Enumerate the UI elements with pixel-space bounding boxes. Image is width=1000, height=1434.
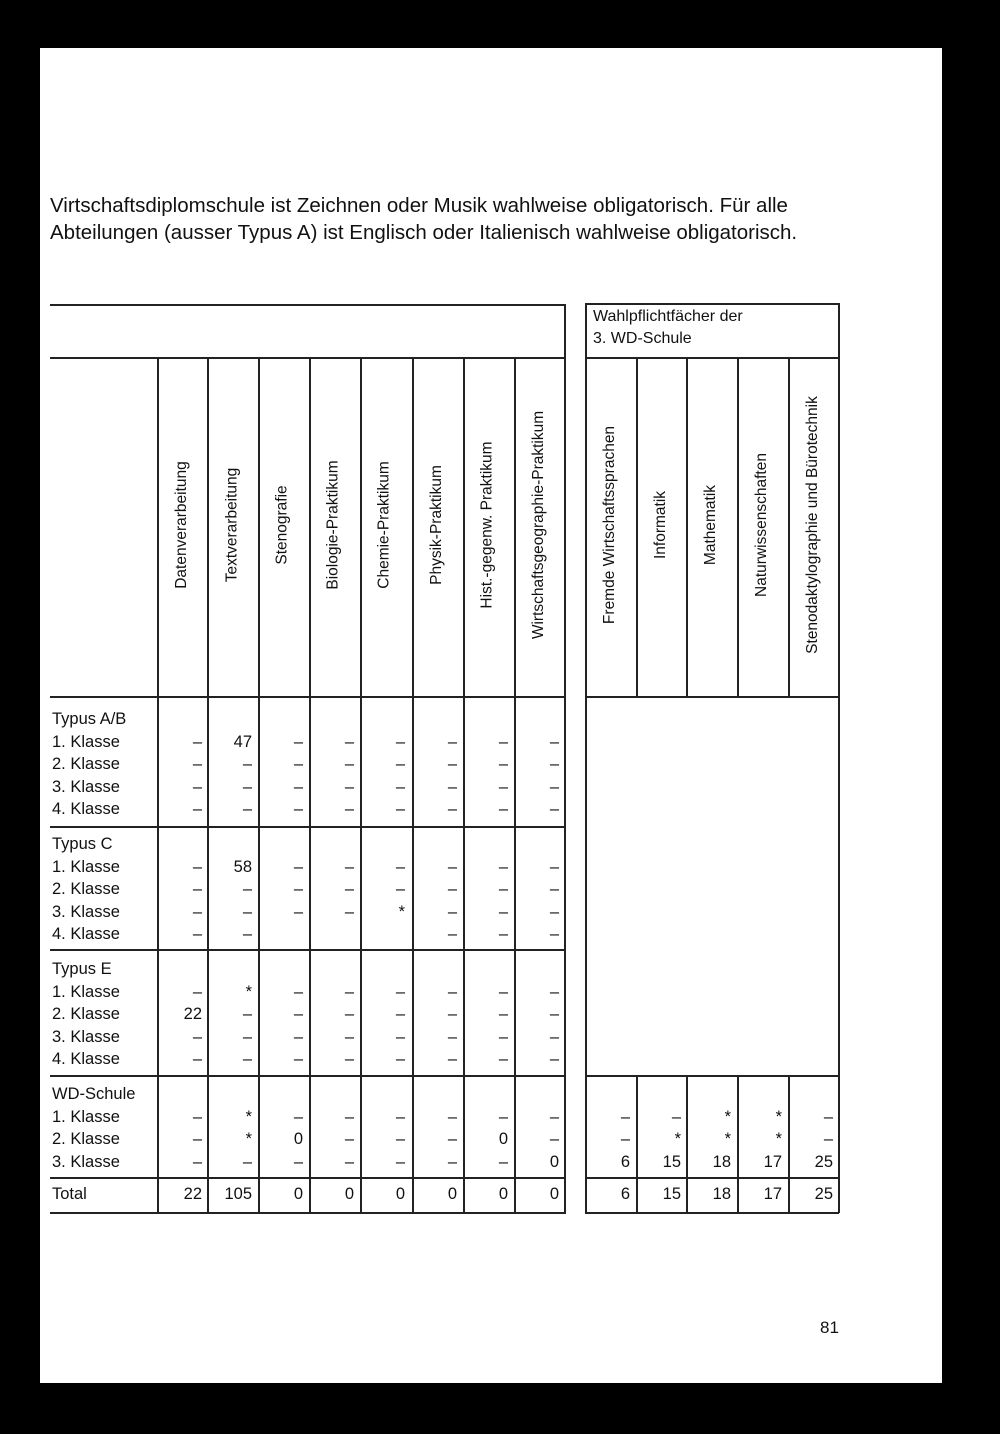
table-cell: 22: [183, 1005, 202, 1023]
table-cell: –: [395, 800, 405, 818]
table-cell: –: [395, 857, 405, 876]
table-cell: –: [549, 1027, 559, 1046]
row-label: 3. Klasse: [52, 902, 120, 921]
table-cell: –: [192, 857, 202, 876]
wf-column-header: [641, 358, 681, 696]
table-cell: –: [447, 925, 457, 943]
table-cell: –: [192, 925, 202, 943]
header-bottom-rule: [50, 696, 566, 698]
wf-table-cell: –: [823, 1107, 833, 1126]
column-header: [365, 358, 405, 696]
total-cell: 0: [549, 1185, 559, 1203]
table-cell: –: [242, 755, 252, 773]
wahlpflicht-title-line-1: Wahlpflichtfächer der: [593, 308, 743, 325]
table-cell: –: [344, 1152, 354, 1171]
intro-line-2: Abteilungen (ausser Typus A) ist Englisch oder Italienisch wahlweise obligatorisch.: [50, 221, 798, 244]
wf-total-cell: 17: [763, 1185, 782, 1203]
table-cell: –: [192, 800, 202, 818]
table-cell: –: [344, 880, 354, 898]
table-cell: –: [192, 777, 202, 796]
table-cell: –: [498, 777, 508, 796]
table-cell: –: [447, 1107, 457, 1126]
table-cell: –: [498, 982, 508, 1001]
group-rule: [50, 949, 566, 951]
document-page: [40, 48, 942, 1383]
row-label: 4. Klasse: [52, 925, 120, 943]
column-header: [162, 358, 202, 696]
table-cell: –: [395, 1005, 405, 1023]
wf-header-bottom-rule: [585, 696, 839, 698]
wf-column-rule: [686, 1075, 688, 1212]
table-cell: *: [398, 902, 405, 921]
table-cell: –: [447, 1152, 457, 1171]
table-cell: –: [498, 1050, 508, 1068]
wf-column-rule: [636, 357, 638, 696]
table-cell: –: [549, 755, 559, 773]
row-label: 1. Klasse: [52, 732, 120, 751]
table-cell: –: [395, 732, 405, 751]
row-label: 1. Klasse: [52, 1107, 120, 1126]
table-top-rule: [50, 304, 566, 306]
table-cell: –: [447, 857, 457, 876]
table-cell: –: [447, 755, 457, 773]
table-cell: –: [192, 902, 202, 921]
wahlpflicht-title-line-2: 3. WD-Schule: [593, 330, 692, 347]
table-cell: –: [549, 925, 559, 943]
table-cell: –: [498, 857, 508, 876]
wf-column-rule: [737, 1075, 739, 1212]
table-cell: –: [344, 777, 354, 796]
wf-column-rule: [788, 357, 790, 696]
column-header-label: Hist.-gegenw. Praktikum: [479, 441, 496, 609]
wf-table-cell: –: [823, 1130, 833, 1148]
table-cell: –: [549, 902, 559, 921]
table-cell: –: [395, 1027, 405, 1046]
wf-table-cell: 17: [763, 1152, 782, 1171]
table-cell: –: [395, 880, 405, 898]
table-cell: –: [344, 1107, 354, 1126]
column-rule: [258, 357, 260, 1213]
wf-table-cell: –: [620, 1130, 630, 1148]
table-cell: –: [192, 880, 202, 898]
row-label: 3. Klasse: [52, 777, 120, 796]
table-cell: –: [498, 1152, 508, 1171]
column-header: [519, 358, 559, 696]
table-cell: –: [447, 982, 457, 1001]
wf-total-cell: 6: [620, 1185, 630, 1203]
table-cell: –: [192, 1107, 202, 1126]
group-rule: [50, 1212, 566, 1214]
column-header-label: Physik-Praktikum: [428, 465, 445, 585]
table-cell: –: [498, 880, 508, 898]
table-cell: –: [293, 857, 303, 876]
wf-column-header: [742, 358, 782, 696]
table-cell: –: [549, 880, 559, 898]
wf-table-cell: *: [724, 1107, 731, 1126]
column-rule: [360, 357, 362, 1213]
wf-table-cell: 6: [620, 1152, 630, 1171]
table-cell: –: [293, 902, 303, 921]
table-cell: –: [242, 1005, 252, 1023]
table-cell: –: [395, 982, 405, 1001]
column-rule: [412, 357, 414, 1213]
table-cell: –: [498, 902, 508, 921]
table-cell: –: [242, 1050, 252, 1068]
wf-column-header-label: Informatik: [652, 490, 669, 560]
table-cell: –: [344, 755, 354, 773]
table-cell: –: [395, 1152, 405, 1171]
table-cell: –: [293, 1005, 303, 1023]
table-cell: –: [293, 1027, 303, 1046]
wf-total-cell: 25: [814, 1185, 833, 1203]
row-label: 1. Klasse: [52, 982, 120, 1001]
table-cell: –: [498, 732, 508, 751]
table-cell: 0: [549, 1152, 559, 1171]
table-cell: –: [344, 982, 354, 1001]
column-rule: [309, 357, 311, 1213]
wf-column-rule: [686, 357, 688, 696]
table-cell: –: [498, 800, 508, 818]
total-cell: 0: [293, 1185, 303, 1203]
total-cell: 0: [344, 1185, 354, 1203]
table-cell: –: [192, 732, 202, 751]
table-cell: –: [192, 1027, 202, 1046]
table-cell: –: [293, 1152, 303, 1171]
table-cell: –: [242, 902, 252, 921]
column-header-label: Chemie-Praktikum: [376, 461, 394, 589]
row-label: 2. Klasse: [52, 1130, 120, 1148]
column-header: [314, 358, 354, 696]
table-cell: –: [192, 1050, 202, 1068]
table-cell: –: [447, 800, 457, 818]
column-rule: [207, 357, 209, 1213]
row-label: 3. Klasse: [52, 1152, 120, 1171]
table-cell: –: [293, 880, 303, 898]
column-header: [263, 358, 303, 696]
wf-column-header-label: Naturwissenschaften: [753, 453, 770, 597]
wf-column-header: [590, 358, 630, 696]
table-cell: –: [447, 1050, 457, 1068]
group-title: WD-Schule: [52, 1085, 136, 1103]
intro-text: [50, 192, 900, 246]
table-cell: –: [549, 1107, 559, 1126]
table-cell: –: [344, 732, 354, 751]
column-header-label: Textverarbeitung: [223, 467, 240, 583]
intro-line-1: Virtschaftsdiplomschule ist Zeichnen oder Musik wahlweise obligatorisch. Für alle: [50, 194, 788, 217]
table-cell: *: [245, 1107, 252, 1126]
table-cell: –: [192, 755, 202, 773]
wf-table-cell: 18: [712, 1152, 731, 1171]
table-cell: 58: [233, 857, 252, 876]
table-cell: –: [549, 777, 559, 796]
wf-group-rule: [585, 1212, 839, 1214]
group-title: Typus A/B: [52, 710, 127, 728]
table-cell: –: [395, 777, 405, 796]
table-cell: –: [293, 1050, 303, 1068]
table-cell: –: [242, 880, 252, 898]
table-cell: –: [395, 1130, 405, 1148]
wahlpflicht-title: [593, 306, 833, 350]
table-cell: –: [549, 800, 559, 818]
table-cell: –: [447, 1005, 457, 1023]
group-rule: [50, 1177, 566, 1179]
table-cell: –: [242, 1027, 252, 1046]
column-rule: [463, 357, 465, 1213]
wf-table-cell: 25: [814, 1152, 833, 1171]
column-rule: [157, 357, 159, 1213]
total-cell: 0: [498, 1185, 508, 1203]
wf-table-cell: *: [775, 1130, 782, 1148]
row-label: 2. Klasse: [52, 1005, 120, 1023]
table-cell: –: [192, 1152, 202, 1171]
row-label: 4. Klasse: [52, 800, 120, 818]
table-cell: 0: [293, 1130, 303, 1148]
column-header: [417, 358, 457, 696]
table-cell: –: [447, 902, 457, 921]
table-cell: *: [245, 1130, 252, 1148]
wf-total-cell: 15: [662, 1185, 681, 1203]
table-cell: –: [293, 755, 303, 773]
group-title: Typus C: [52, 835, 113, 853]
table-cell: –: [293, 732, 303, 751]
wf-column-header-label: Fremde Wirtschaftssprachen: [601, 425, 618, 625]
table-cell: –: [344, 1130, 354, 1148]
table-cell: –: [447, 1130, 457, 1148]
table-cell: –: [447, 777, 457, 796]
table-cell: –: [344, 857, 354, 876]
table-cell: –: [344, 800, 354, 818]
table-cell: –: [549, 732, 559, 751]
total-cell: 22: [183, 1185, 202, 1203]
total-cell: 105: [224, 1185, 252, 1203]
table-cell: *: [245, 982, 252, 1001]
table-cell: –: [498, 1107, 508, 1126]
total-cell: 0: [447, 1185, 457, 1203]
wf-column-rule: [788, 1075, 790, 1212]
total-label: Total: [52, 1185, 87, 1203]
table-cell: –: [498, 755, 508, 773]
table-cell: –: [242, 925, 252, 943]
table-cell: –: [549, 1050, 559, 1068]
column-header-label: Wirtschaftsgeographie-Praktikum: [530, 410, 547, 640]
table-cell: –: [242, 800, 252, 818]
wf-column-rule: [737, 357, 739, 696]
table-cell: –: [344, 1050, 354, 1068]
table-cell: –: [344, 1005, 354, 1023]
page-number: 81: [820, 1318, 839, 1337]
table-cell: –: [447, 1027, 457, 1046]
wf-table-cell: –: [671, 1107, 681, 1126]
column-header-label: Biologie-Praktikum: [325, 460, 342, 590]
column-header: [212, 358, 252, 696]
table-cell: –: [549, 857, 559, 876]
group-rule: [50, 826, 566, 828]
wf-total-cell: 18: [712, 1185, 731, 1203]
wf-column-rule: [636, 1075, 638, 1212]
wf-left-rule: [585, 303, 587, 1213]
row-label: 2. Klasse: [52, 880, 120, 898]
table-cell: –: [447, 880, 457, 898]
table-cell: –: [498, 1005, 508, 1023]
row-label: 1. Klasse: [52, 857, 120, 876]
row-label: 3. Klasse: [52, 1027, 120, 1046]
wf-column-header: [793, 358, 833, 696]
wf-group-rule: [585, 1075, 839, 1077]
column-header-label: Datenverarbeitung: [173, 461, 190, 589]
wf-table-cell: 15: [662, 1152, 681, 1171]
wf-group-rule: [585, 1177, 839, 1179]
row-label: 2. Klasse: [52, 755, 120, 773]
wf-column-header-label: Stenodaktylographie und Bürotechnik: [804, 396, 821, 654]
wf-right-rule: [838, 303, 840, 1213]
table-cell: –: [498, 1027, 508, 1046]
table-cell: –: [447, 732, 457, 751]
table-cell: –: [344, 1027, 354, 1046]
wf-table-cell: *: [724, 1130, 731, 1148]
column-header: [468, 358, 508, 696]
table-cell: –: [192, 982, 202, 1001]
table-right-rule: [564, 304, 566, 1213]
table-cell: –: [395, 755, 405, 773]
table-cell: –: [293, 777, 303, 796]
total-cell: 0: [395, 1185, 405, 1203]
table-cell: –: [344, 902, 354, 921]
group-title: Typus E: [52, 960, 112, 978]
column-rule: [514, 357, 516, 1213]
table-cell: –: [395, 1107, 405, 1126]
table-cell: –: [192, 1130, 202, 1148]
wf-top-rule: [585, 303, 839, 305]
table-cell: –: [293, 800, 303, 818]
wf-table-cell: *: [775, 1107, 782, 1126]
wf-column-header: [691, 358, 731, 696]
group-rule: [50, 1075, 566, 1077]
table-cell: –: [549, 1130, 559, 1148]
table-cell: 47: [233, 732, 252, 751]
table-cell: –: [549, 1005, 559, 1023]
wf-table-cell: *: [674, 1130, 681, 1148]
row-label: 4. Klasse: [52, 1050, 120, 1068]
wf-column-header-label: Mathematik: [702, 484, 719, 566]
table-cell: –: [549, 982, 559, 1001]
wf-table-cell: –: [620, 1107, 630, 1126]
table-cell: –: [293, 1107, 303, 1126]
column-header-label: Stenografie: [274, 485, 291, 565]
table-cell: –: [242, 777, 252, 796]
table-cell: –: [395, 1050, 405, 1068]
table-cell: –: [293, 982, 303, 1001]
table-cell: –: [242, 1152, 252, 1171]
table-cell: 0: [498, 1130, 508, 1148]
table-cell: –: [498, 925, 508, 943]
